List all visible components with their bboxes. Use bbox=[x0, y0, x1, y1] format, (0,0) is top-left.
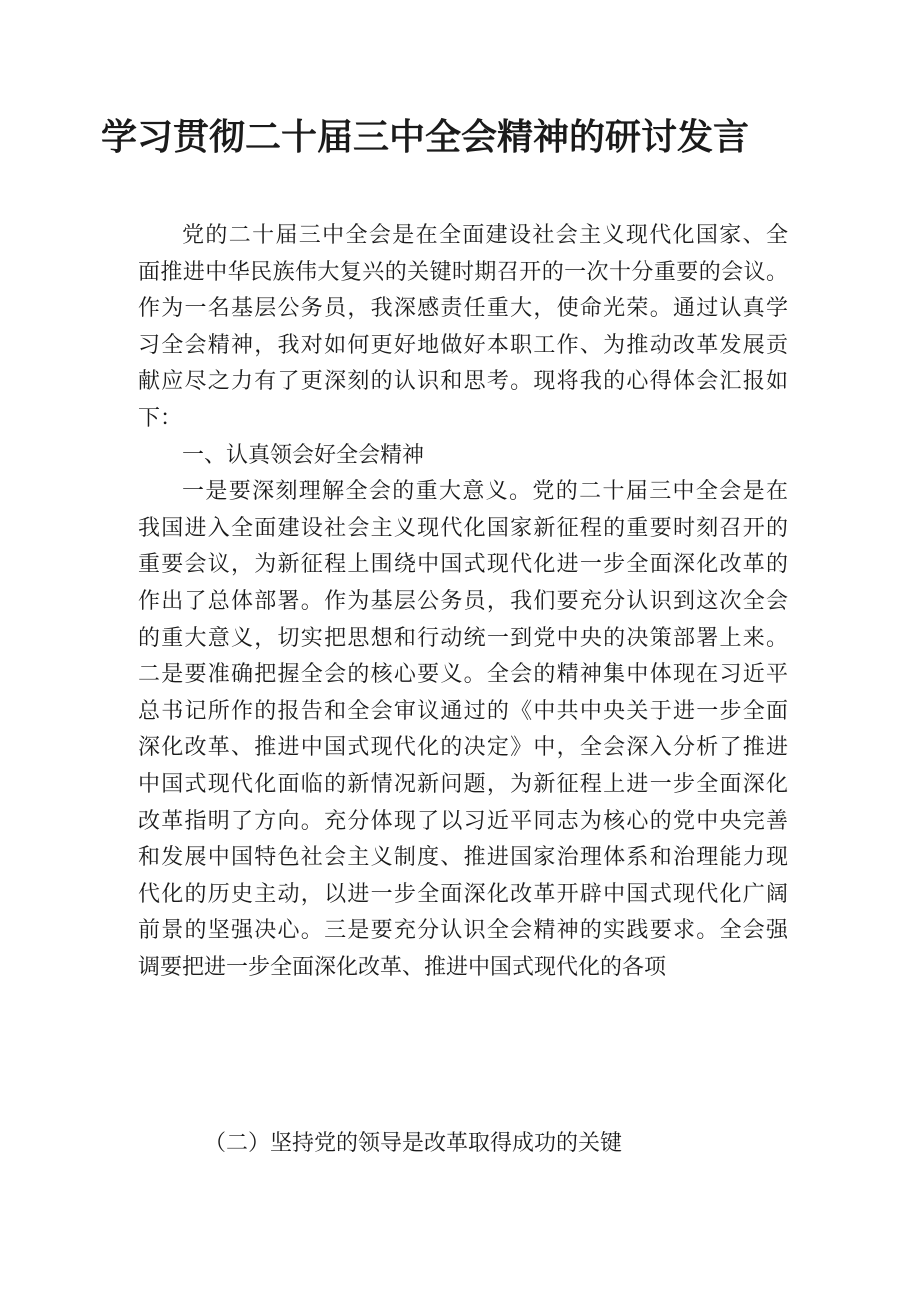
section1-line-12: 代化的历史主动，以进一步全面深化改革开辟中国式现代化广阔 bbox=[138, 881, 788, 907]
intro-line-2: 面推进中华民族伟大复兴的关键时期召开的一次十分重要的会议。 bbox=[138, 259, 788, 285]
intro-line-3: 作为一名基层公务员，我深感责任重大，使命光荣。通过认真学 bbox=[138, 296, 788, 322]
section1-line-2: 我国进入全面建设社会主义现代化国家新征程的重要时刻召开的 bbox=[138, 515, 788, 541]
intro-line-6: 下： bbox=[138, 405, 183, 431]
section1-line-7: 总书记所作的报告和全会审议通过的《中共中央关于进一步全面 bbox=[138, 698, 788, 724]
intro-line-4: 习全会精神，我对如何更好地做好本职工作、为推动改革发展贡 bbox=[138, 332, 788, 358]
section1-line-5: 的重大意义，切实把思想和行动统一到党中央的决策部署上来。 bbox=[138, 625, 788, 651]
document-body bbox=[138, 218, 788, 986]
section1-line-14: 调要把进一步全面深化改革、推进中国式现代化的各项 bbox=[138, 954, 667, 980]
intro-line-5: 献应尽之力有了更深刻的认识和思考。现将我的心得体会汇报如 bbox=[138, 369, 788, 395]
section1-paragraph bbox=[138, 474, 788, 986]
section1-line-9: 中国式现代化面临的新情况新问题，为新征程上进一步全面深化 bbox=[138, 771, 788, 797]
section1-line-13: 前景的坚强决心。三是要充分认识全会精神的实践要求。全会强 bbox=[138, 918, 788, 944]
document-title: 学习贯彻二十届三中全会精神的研讨发言 bbox=[100, 117, 749, 158]
section-heading-1: 一、认真领会好全会精神 bbox=[182, 442, 425, 468]
section1-line-10: 改革指明了方向。充分体现了以习近平同志为核心的党中央完善 bbox=[138, 808, 788, 834]
section1-line-11: 和发展中国特色社会主义制度、推进国家治理体系和治理能力现 bbox=[138, 845, 788, 871]
intro-line-1: 党的二十届三中全会是在全面建设社会主义现代化国家、全 bbox=[182, 223, 788, 248]
section1-line-6: 二是要准确把握全会的核心要义。全会的精神集中体现在习近平 bbox=[138, 662, 788, 688]
section-heading-2: （二）坚持党的领导是改革取得成功的关键 bbox=[204, 1131, 623, 1156]
section1-line-1: 一是要深刻理解全会的重大意义。党的二十届三中全会是在 bbox=[182, 479, 788, 505]
section1-line-3: 重要会议，为新征程上围绕中国式现代化进一步全面深化改革的 bbox=[138, 552, 788, 578]
section1-line-4: 作出了总体部署。作为基层公务员，我们要充分认识到这次全会 bbox=[138, 588, 788, 614]
section1-line-8: 深化改革、推进中国式现代化的决定》中，全会深入分析了推进 bbox=[138, 735, 788, 761]
intro-paragraph bbox=[138, 218, 788, 438]
